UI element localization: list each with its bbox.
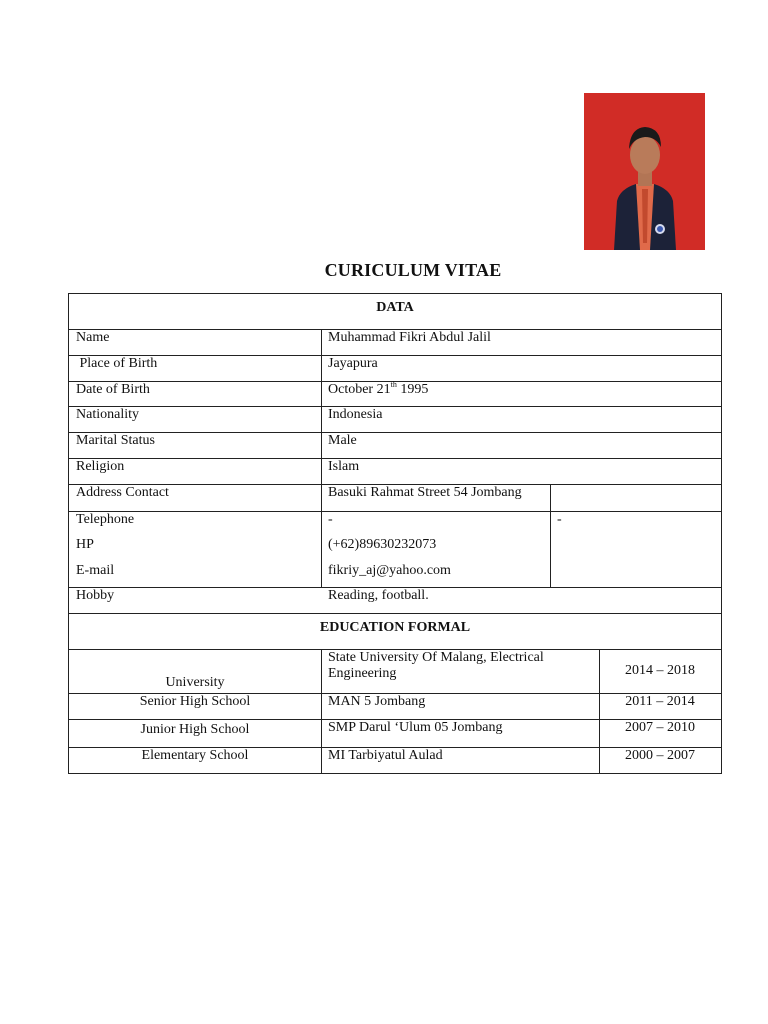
marital-status-label: Marital Status [76, 433, 155, 448]
document-title: CURICULUM VITAE [324, 260, 502, 280]
date-of-birth-label: Date of Birth [76, 382, 150, 397]
education-years-university: 2014 – 2018 [625, 663, 695, 678]
nationality-value: Indonesia [328, 407, 383, 422]
education-institution-senior-high: MAN 5 Jombang [328, 694, 426, 709]
education-level-senior-high: Senior High School [139, 694, 251, 709]
telephone-value: - [328, 512, 333, 527]
marital-status-value: Male [328, 433, 357, 448]
data-section-header: DATA [376, 300, 414, 315]
education-institution-university-line1: State University Of Malang, Electrical [328, 650, 544, 665]
address-contact-label: Address Contact [76, 485, 169, 500]
education-institution-junior-high: SMP Darul ‘Ulum 05 Jombang [328, 720, 503, 735]
hobby-value: Reading, football. [328, 588, 429, 603]
religion-value: Islam [328, 459, 360, 474]
place-of-birth-label: Place of Birth [76, 356, 158, 371]
telephone-extra-value: - [557, 512, 562, 527]
date-of-birth-value: October 21th 1995 [328, 380, 429, 397]
name-value: Muhammad Fikri Abdul Jalil [328, 330, 491, 345]
nationality-label: Nationality [76, 407, 139, 422]
education-level-university: University [165, 675, 225, 690]
education-institution-university-line2: Engineering [328, 666, 397, 681]
telephone-label: Telephone [76, 512, 135, 527]
education-section-header: EDUCATION FORMAL [319, 620, 471, 635]
email-label: E-mail [76, 563, 115, 578]
hobby-label: Hobby [76, 588, 115, 603]
profile-photo [584, 93, 705, 250]
religion-label: Religion [76, 459, 125, 474]
email-value: fikriy_aj@yahoo.com [328, 563, 451, 578]
hp-value: (+62)89630232073 [328, 537, 437, 552]
education-institution-elementary: MI Tarbiyatul Aulad [328, 748, 443, 763]
hp-label: HP [76, 537, 94, 552]
name-label: Name [76, 330, 110, 345]
cv-table [68, 293, 722, 774]
education-years-senior-high: 2011 – 2014 [625, 694, 695, 709]
education-level-elementary: Elementary School [141, 748, 249, 763]
education-level-junior-high: Junior High School [140, 722, 250, 737]
education-years-junior-high: 2007 – 2010 [625, 720, 695, 735]
education-years-elementary: 2000 – 2007 [625, 748, 695, 763]
address-contact-value: Basuki Rahmat Street 54 Jombang [328, 485, 522, 500]
place-of-birth-value: Jayapura [328, 356, 378, 371]
